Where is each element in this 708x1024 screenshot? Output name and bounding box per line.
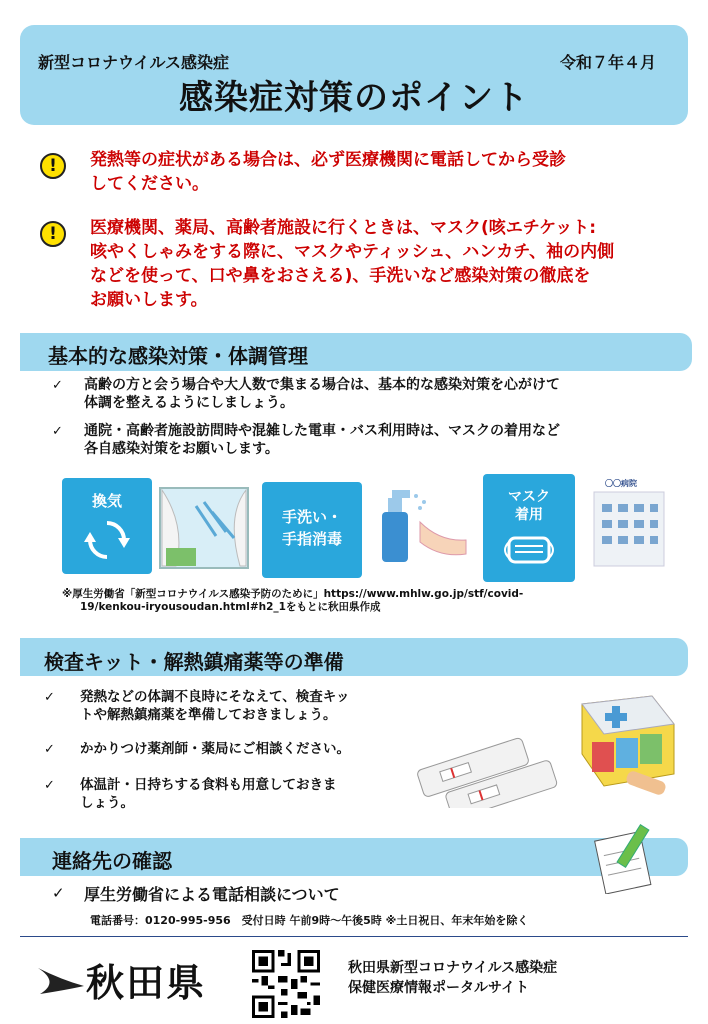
list-item-line: 体調を整えるようにしましょう。 — [84, 395, 294, 411]
mask-tile — [483, 474, 575, 582]
list-item — [84, 422, 560, 458]
check-icon: ✓ — [44, 778, 55, 793]
list-item — [80, 776, 337, 812]
list-item-line: 発熱などの体調不良時にそなえて、検査キッ — [80, 689, 350, 705]
list-item-line: 各自感染対策をお願いします。 — [84, 441, 279, 457]
footer-divider — [20, 936, 688, 937]
akita-logo-text: 秋田県 — [86, 961, 207, 1005]
list-item-line: しょう。 — [80, 795, 134, 811]
section-title-contact: 連絡先の確認 — [52, 849, 172, 873]
warning-1-line: 発熱等の症状がある場合は、必ず医療機関に電話してから受診 — [90, 150, 566, 170]
list-item-line: 通院・高齢者施設訪問時や混雑した電車・バス利用時は、マスクの着用など — [84, 423, 560, 439]
section-title-kit: 検査キット・解熱鎮痛薬等の準備 — [44, 650, 344, 674]
source-note — [62, 588, 523, 614]
handwash-label — [262, 506, 362, 550]
warning-2-line: 医療機関、薬局、高齢者施設に行くときは、マスク(咳エチケット: — [90, 218, 597, 238]
warning-2-line: お願いします。 — [90, 290, 208, 310]
list-item — [80, 740, 350, 758]
check-icon: ✓ — [52, 424, 63, 439]
page-title: 感染症対策のポイント — [179, 78, 529, 118]
portal-site-line: 秋田県新型コロナウイルス感染症 — [348, 960, 558, 976]
mask-label-line: 着用 — [515, 507, 543, 523]
warning-1 — [90, 148, 566, 196]
portal-site-link[interactable] — [348, 958, 557, 998]
warning-1-line: してください。 — [90, 174, 209, 194]
notepad-pencil-icon — [592, 820, 662, 894]
test-kit-and-medicine-box-icon — [412, 694, 678, 808]
warning-2 — [90, 216, 614, 312]
exclamation-icon: ! — [40, 221, 66, 247]
portal-site-line: 保健医療情報ポータルサイト — [348, 980, 530, 996]
qr-code-icon[interactable] — [252, 950, 320, 1018]
hospital-building-icon — [588, 478, 670, 568]
header-date: 令和７年４月 — [560, 53, 657, 72]
list-item-line: 体温計・日持ちする食料も用意しておきま — [80, 777, 337, 793]
handwash-label-line: 手指消毒 — [281, 530, 342, 548]
check-icon: ✓ — [44, 690, 55, 705]
warning-2-line: などを使って、口や鼻をおさえる)、手洗いなど感染対策の徹底を — [90, 266, 591, 286]
mask-label-line: マスク — [508, 489, 550, 505]
warning-2-line: 咳やくしゃみをする際に、マスクやティッシュ、ハンカチ、袖の内側 — [90, 242, 615, 262]
exclamation-icon: ! — [40, 153, 66, 179]
source-note-line: 19/kenkou-iryousoudan.html#h2_1をもとに秋田県作成 — [80, 601, 381, 613]
list-item-line: かかりつけ薬剤師・薬局にご相談ください。 — [80, 741, 350, 757]
handwash-tile — [262, 482, 362, 578]
list-item-line: トや解熱鎮痛薬を準備しておきましょう。 — [80, 707, 337, 723]
list-item — [80, 688, 349, 724]
list-item — [84, 376, 560, 412]
section-title-basic: 基本的な感染対策・体調管理 — [48, 344, 308, 368]
contact-item: 厚生労働省による電話相談について — [84, 885, 340, 904]
akita-prefecture-mark-icon — [36, 960, 86, 996]
open-window-icon — [156, 486, 252, 572]
circular-arrows-icon — [82, 515, 132, 565]
check-icon: ✓ — [44, 742, 55, 757]
check-icon: ✓ — [52, 378, 63, 393]
mask-label — [483, 488, 575, 524]
sanitizer-spray-icon — [370, 482, 470, 572]
ventilation-label: 換気 — [91, 492, 122, 510]
ventilation-tile — [62, 478, 152, 574]
list-item-line: 高齢の方と会う場合や大人数で集まる場合は、基本的な感染対策を心がけて — [84, 377, 560, 393]
face-mask-icon — [499, 532, 559, 568]
handwash-label-line: 手洗い・ — [281, 508, 342, 526]
header-subtitle: 新型コロナウイルス感染症 — [38, 53, 230, 72]
source-note-line: ※厚生労働省「新型コロナウイルス感染予防のために」https://www.mhlw.go.jp/stf/covid- — [62, 588, 524, 600]
phone-details: 電話番号：0120-995-956 受付日時 午前9時〜午後5時 ※土日祝日、年末年始を除く — [90, 914, 529, 927]
hospital-sign: 〇〇病院 — [605, 479, 637, 488]
check-icon: ✓ — [52, 884, 65, 902]
